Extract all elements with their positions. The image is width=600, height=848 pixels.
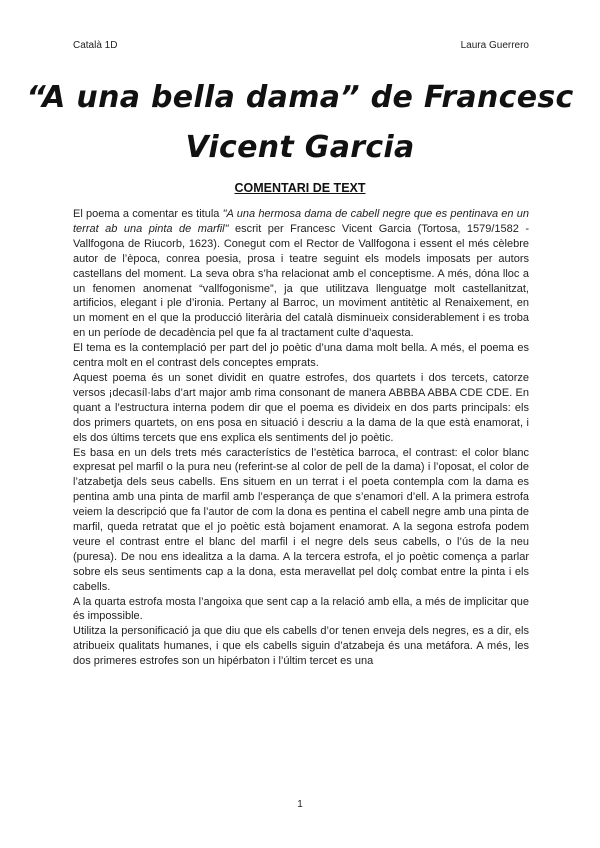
poem-title-italic: "A una hermosa dama de cabell negre que es pentinava en un terrat ab una pinta de marfil" [73,208,530,235]
title-line-2: Vicent Garcia [185,130,415,165]
paragraph-intro-rest: escrit per Francesc Vicent Garcia (Tortosa, 1579/1582 - Vallfogona de Riucorb, 1623). Conegut com el Rector de Vallfogona i essent el més cèlebre autor de l’època, conrea poesia, prosa i teatre seguint els models imposats per autors castellans del moment. La seva obra s’ha relacionat amb el conceptisme. A més, dóna lloc a un fenomen anomenat “vallfogonisme”, ja que utilitzava llenguatge molt castellanitzat, artificios, elegant i ple d’ironia. Pertany al Barroc, un moviment antitètic al Renaixement, en un moment en el que la producció literària del català disminueix considerablement i es troba en un període de decadència pel que fa al tractament culte d’aquesta. [73,222,529,340]
header-author: Laura Guerrero [460,40,529,51]
page-number: 1 [297,799,303,810]
paragraph-figures: Utilitza la personificació ja que diu que els cabells d’or tenen enveja dels negres, es a dir, els atribueix qualitats humanes, i que els cabells siguin d’atzabeja és una metáfora. A més, les dos primeres estrofes son un hipérbaton i l’últim tercet es una [73,625,529,668]
paragraph-fourth-stanza: A la quarta estrofa mosta l’angoixa que sent cap a la relació amb ella, a més de implicitar que és impossible. [73,595,529,623]
paragraph-structure: Aquest poema és un sonet dividit en quatre estrofes, dos quartets i dos tercets, catorze versos ¡decasíl·labs d’art major amb rima consonant de manera ABBBA ABBA CDE CDE. En quant a l’estructura interna podem dir que el poema es divideix en dos parts principals: els dos primers quartets, on ens posa en situació i descriu a la dama de la que està enamorat, i els dos últims tercets que ens explica els sentiments del jo poètic. [73,371,529,444]
section-heading: COMENTARI DE TEXT [234,181,366,195]
paragraph-contrast: Es basa en un dels trets més característics de l’estètica barroca, el contrast: el color blanc expresat pel marfil o la pura neu (referint-se al color de pell de la dama) i l’oposat, el color de l’atzabetja dels seus cabells. Ens situem en un terrat i el poeta contempla com la dama es pentina amb una pinta de marfil amb l’esperança de que s’enamori d’ell. A la primera estrofa veiem la descripció que fa l’autor de com la dona es pentina el cabell negre amb una pinta de marfil, queda retratat que el jo poètic està bojament enamorat. A la segona estrofa podem veure el contrast entre el blanc del marfil i el negre dels seus cabells, o l’ús de la neu (puresa). De nou ens idealitza a la dama. A la tercera estrofa, el jo poètic comença a parlar sobre els seus sentiments cap a la dona, esta meravellat pel dolç combat entre la pinta i els cabells. [73,446,529,593]
body-text [73,207,529,669]
header-course: Català 1D [73,40,118,51]
title-line-1: “A una bella dama” de Francesc [26,80,574,115]
paragraph-theme: El tema es la contemplació per part del jo poètic d’una dama molt bella. A més, el poema es centra molt en el contrast dels conceptes emprats. [73,342,529,370]
paragraph-intro [73,207,529,341]
paragraph-intro-start: El poema a comentar es titula [73,208,223,220]
